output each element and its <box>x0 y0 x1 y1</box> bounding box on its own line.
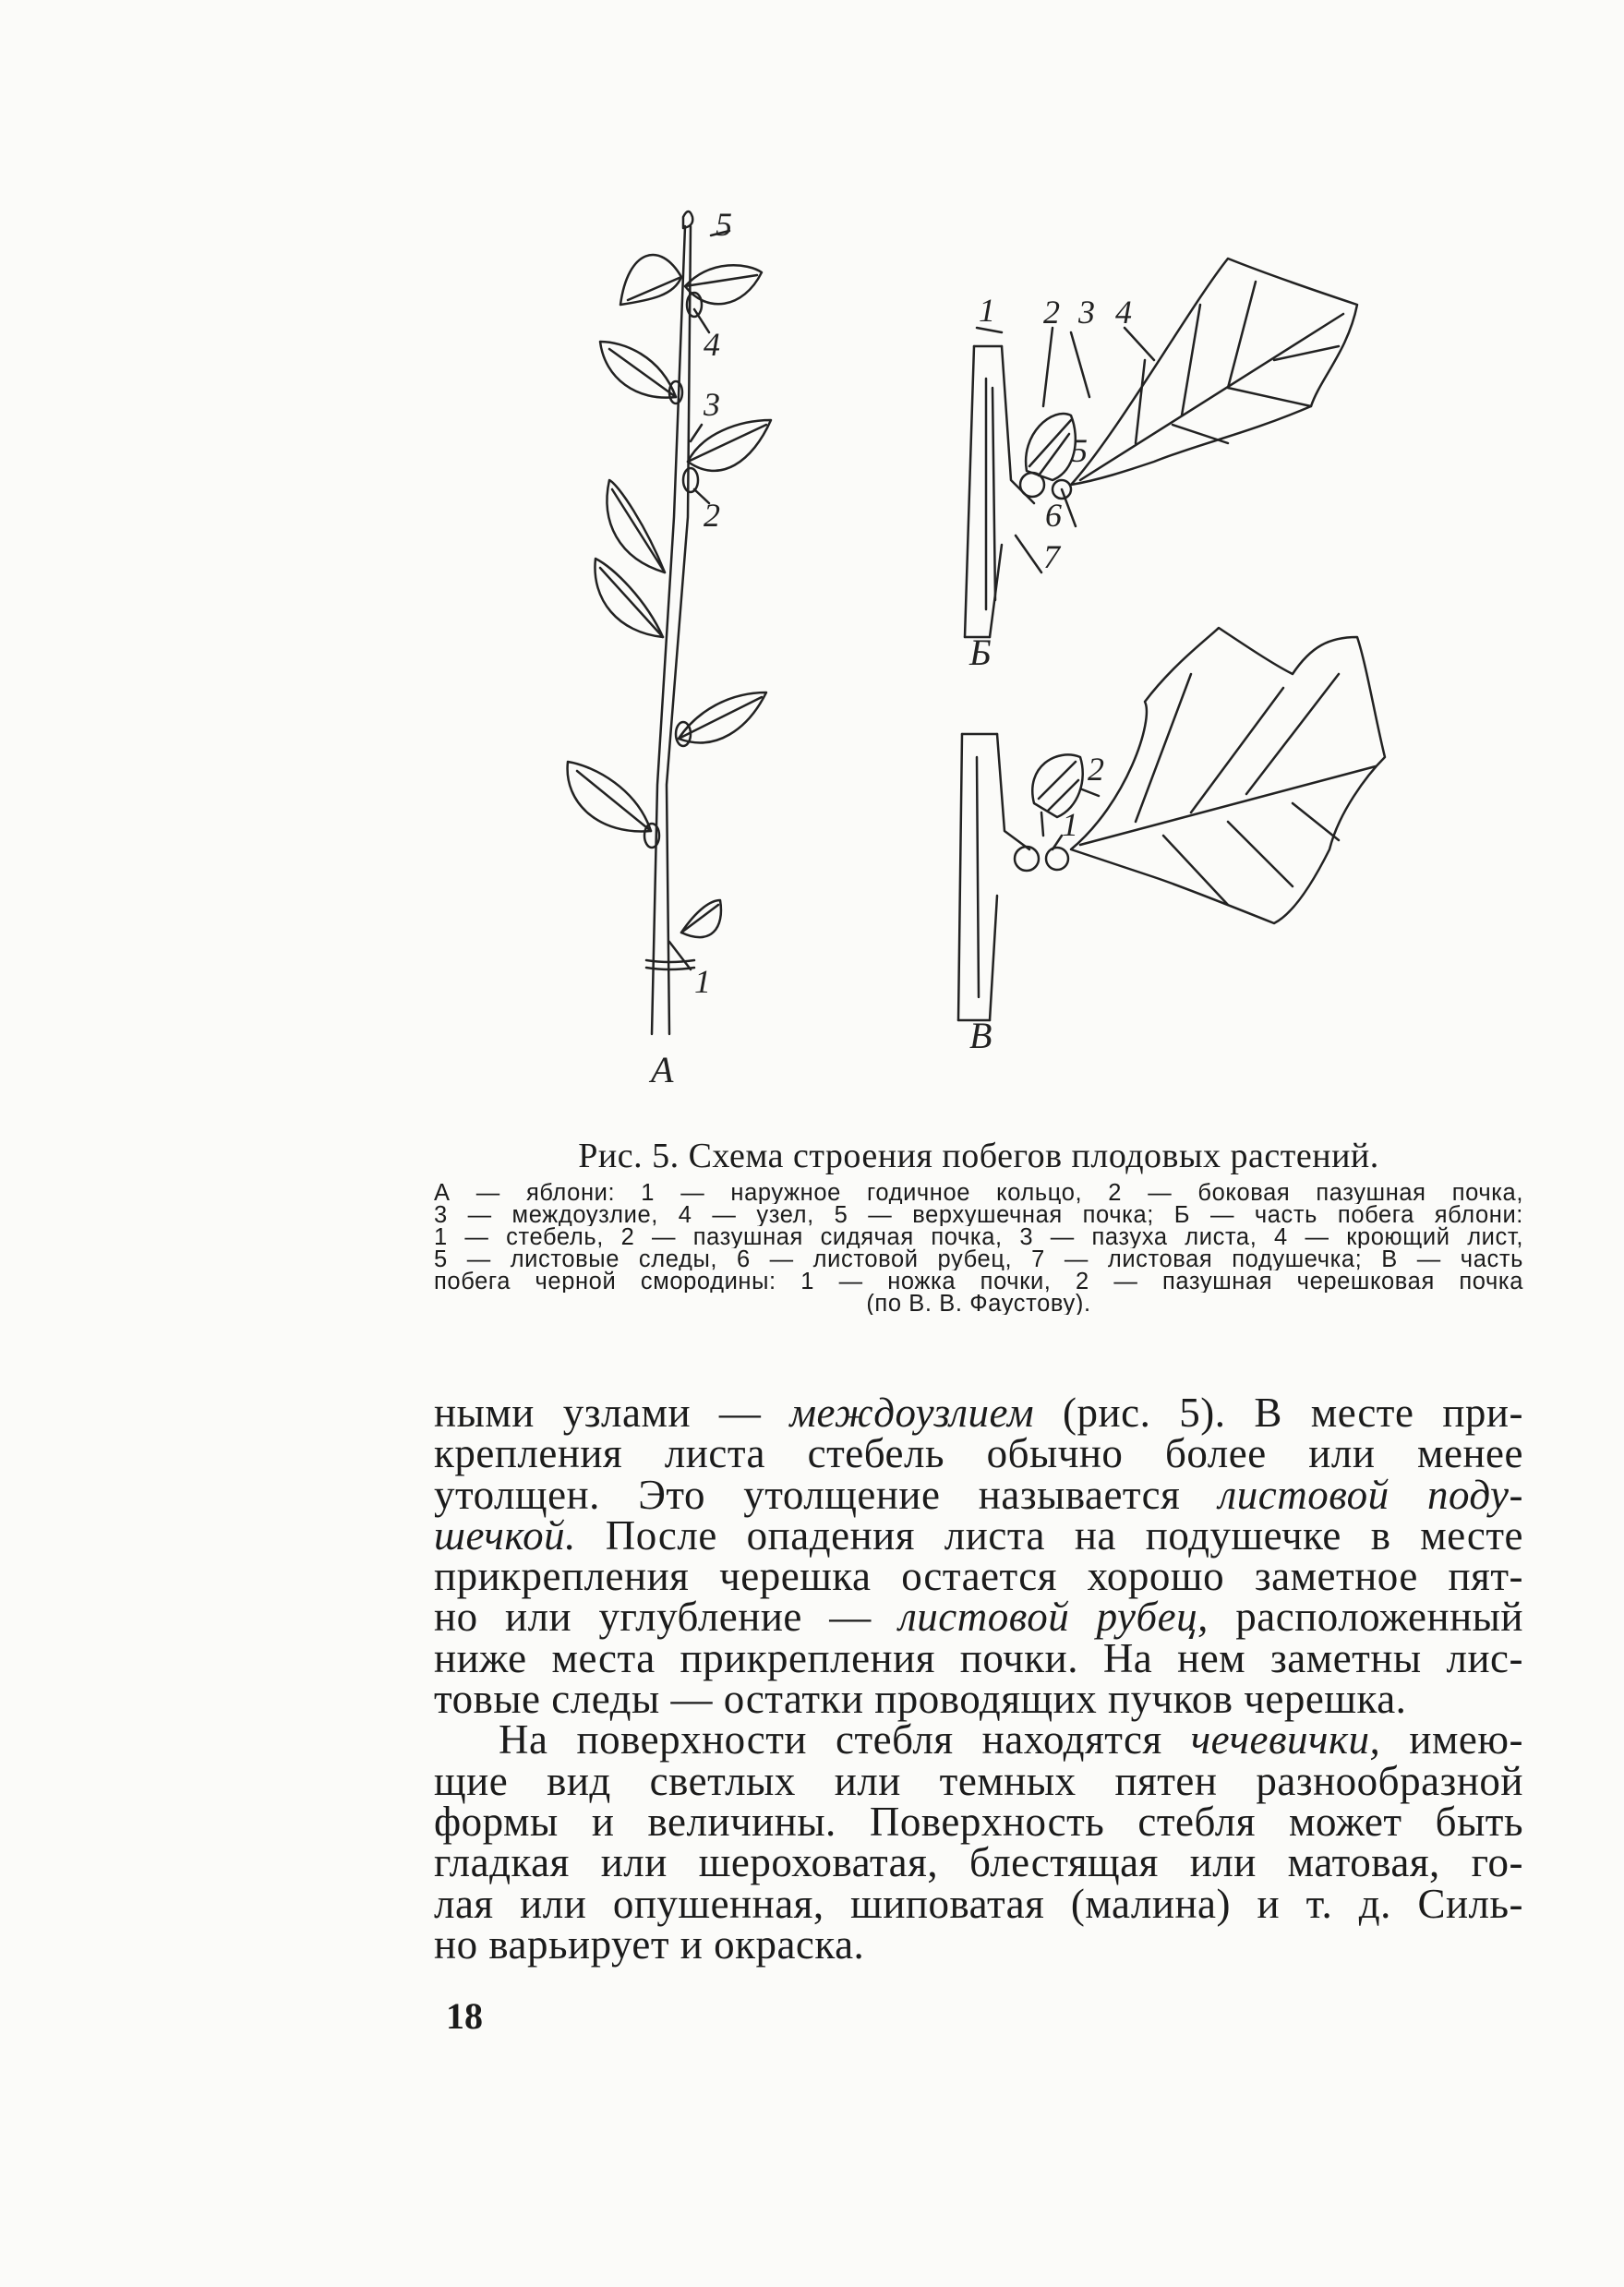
label-a-5: 5 <box>716 206 732 243</box>
caption-line: 5 — листовые следы, 6 — листовой рубец, 7 — листовая подушечка; В — часть <box>434 1248 1523 1270</box>
page-number: 18 <box>446 1995 483 2037</box>
term-leaf-cushion: листовой поду- <box>1218 1471 1523 1518</box>
leaf-icon <box>1071 259 1357 485</box>
caption-line: 1 — стебель, 2 — пазушная сидячая почка, 3 — пазуха листа, 4 — кроющий лист, <box>434 1226 1523 1248</box>
text-line: крепления листа стебель обычно более или менее <box>434 1430 1523 1477</box>
figure-panel-a <box>568 206 771 1090</box>
text-line: но варьирует и окраска. <box>434 1920 865 1968</box>
label-b-3: 3 <box>1078 294 1095 331</box>
text-line: На поверхности стебля находятся чечевички, имею- <box>499 1716 1524 1763</box>
figure-caption-legend <box>434 1182 1523 1315</box>
figure-caption-title: Рис. 5. Схема строения побегов плодовых растений. <box>578 1137 1379 1175</box>
label-b-5: 5 <box>1071 432 1088 469</box>
panel-label-b: Б <box>969 632 992 673</box>
label-a-4: 4 <box>704 326 720 363</box>
leaf-scar-icon <box>1015 847 1068 871</box>
label-b-1: 1 <box>979 292 995 329</box>
label-a-3: 3 <box>704 386 720 423</box>
text-line: щие вид светлых или темных пятен разнообразной <box>434 1757 1523 1804</box>
label-b-2: 2 <box>1043 294 1060 331</box>
text-line: товые следы — остатки проводящих пучков черешка. <box>434 1676 1407 1723</box>
text-line: прикрепления черешка остается хорошо заметное пят- <box>434 1553 1523 1600</box>
figure-panel-b <box>965 259 1357 673</box>
text-line: шечкой. После опадения листа на подушечке в месте <box>434 1511 1523 1559</box>
text-line: ными узлами — междоузлием (рис. 5). В месте при- <box>434 1390 1523 1436</box>
caption-line: А — яблони: 1 — наружное годичное кольцо, 2 — боковая пазушная почка, <box>434 1182 1523 1204</box>
text-line: но или углубление — листовой рубец, расположенный <box>434 1594 1523 1641</box>
term-lenticels: чечевички, <box>1190 1716 1381 1763</box>
caption-line: (по В. В. Фаустову). <box>866 1293 1091 1315</box>
bud-icon <box>644 293 702 848</box>
term-leaf-scar: листовой рубец, <box>898 1594 1209 1641</box>
label-b-4: 4 <box>1115 294 1132 331</box>
label-v-1: 1 <box>1062 806 1078 843</box>
text-line: ниже места прикрепления почки. На нем заметны лис- <box>434 1634 1523 1681</box>
text-line: утолщен. Это утолщение называется листовой поду- <box>434 1471 1523 1518</box>
label-b-7: 7 <box>1043 538 1060 575</box>
text-line: гладкая или шероховатая, блестящая или матовая, го- <box>434 1839 1523 1886</box>
text-line: формы и величины. Поверхность стебля может быть <box>434 1798 1523 1845</box>
label-b-6: 6 <box>1045 497 1062 534</box>
label-v-2: 2 <box>1088 751 1104 788</box>
caption-line: 3 — междоузлие, 4 — узел, 5 — верхушечная почка; Б — часть побега яблони: <box>434 1204 1523 1226</box>
panel-label-a: А <box>651 1049 674 1090</box>
label-a-2: 2 <box>704 497 720 534</box>
body-text <box>434 1390 1524 1968</box>
leaf-icon <box>1071 628 1385 923</box>
figure-shoot-schemes <box>0 0 1624 1126</box>
bud-icon <box>1026 414 1076 480</box>
label-a-1: 1 <box>694 963 711 1000</box>
text-line: лая или опушенная, шиповатая (малина) и т. д. Силь- <box>434 1880 1523 1927</box>
term-internode: междоузлием <box>789 1390 1035 1436</box>
caption-line: побега черной смородины: 1 — ножка почки, 2 — пазушная черешковая почка <box>434 1270 1523 1293</box>
panel-label-v: В <box>969 1015 992 1056</box>
figure-panel-v <box>958 628 1385 1056</box>
